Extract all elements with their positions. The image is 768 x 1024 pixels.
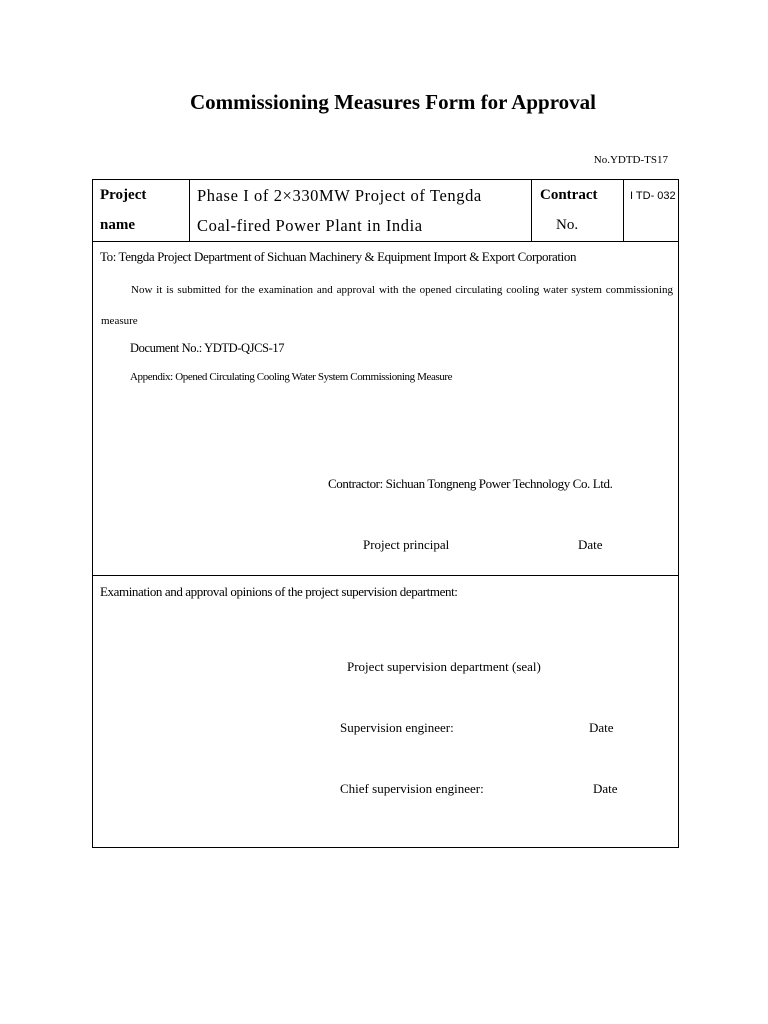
page-title: Commissioning Measures Form for Approval [189, 90, 596, 114]
column-divider [623, 180, 624, 241]
chief-date-label: Date [593, 781, 618, 796]
opinions-label: Examination and approval opinions of the project supervision department: [100, 584, 458, 599]
project-label-line2: name [100, 217, 135, 233]
row-divider [93, 241, 678, 242]
appendix: Appendix: Opened Circulating Cooling Water System Commissioning Measure [130, 371, 453, 383]
project-label: Project [100, 187, 147, 203]
column-divider [531, 180, 532, 241]
row-divider [93, 575, 678, 576]
principal-date-label: Date [578, 537, 603, 552]
submission-body: Now it is submitted for the examination and approval with the opened circulating cooling water system commissioning measure [101, 284, 673, 327]
project-name-line2: Coal-fired Power Plant in India [197, 216, 423, 235]
contract-label-line2: No. [556, 217, 579, 233]
contractor: Contractor: Sichuan Tongneng Power Technology Co. Ltd. [328, 476, 613, 491]
chief-label: Chief supervision engineer: [340, 781, 484, 796]
engineer-label: Supervision engineer: [340, 720, 454, 735]
approval-form-table [92, 179, 679, 848]
contract-label: Contract [540, 187, 598, 203]
principal-label: Project principal [363, 537, 450, 552]
project-name-line1: Phase I of 2×330MW Project of Tengda [197, 186, 482, 205]
document-no: Document No.: YDTD-QJCS-17 [130, 341, 285, 355]
engineer-date-label: Date [589, 720, 614, 735]
addressee: To: Tengda Project Department of Sichuan Machinery & Equipment Import & Export Corporation [100, 249, 577, 264]
seal-label: Project supervision department (seal) [347, 659, 541, 674]
column-divider [189, 180, 190, 241]
contract-number: I TD- 032 [630, 190, 676, 202]
document-number: No.YDTD-TS17 [593, 154, 668, 166]
